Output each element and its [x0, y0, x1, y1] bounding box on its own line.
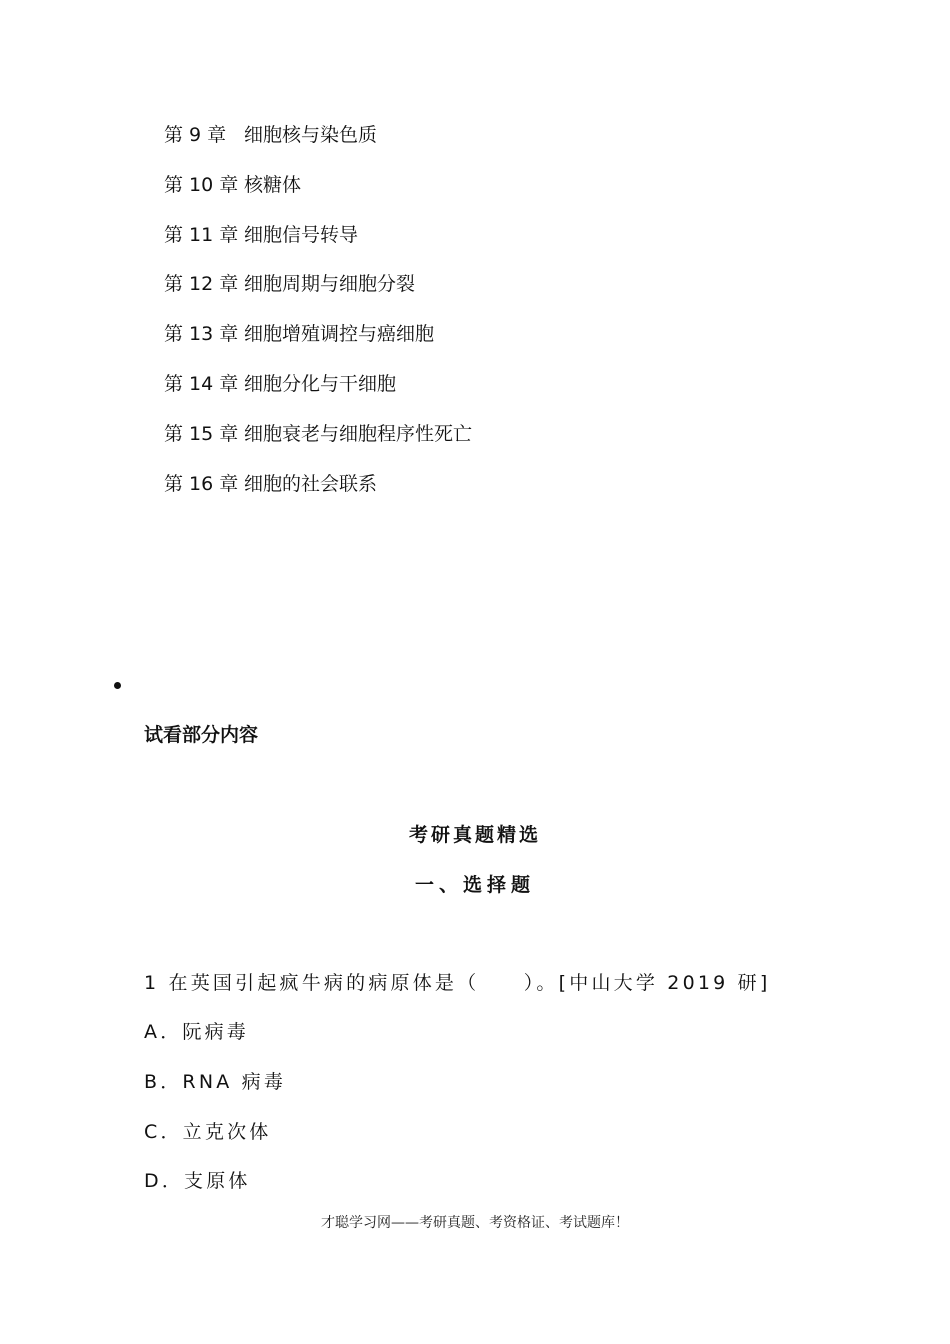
- section-title: 考研真题精选: [408, 824, 541, 846]
- answer-options: [144, 1018, 286, 1217]
- section-subtitle: 一、选择题: [414, 874, 535, 896]
- answer-option: C．立克次体: [144, 1120, 272, 1143]
- toc-item[interactable]: [164, 120, 472, 170]
- chapter-title: 细胞增殖调控与癌细胞: [244, 323, 435, 346]
- chapter-title: 核糖体: [244, 173, 302, 196]
- chapter-number: 第 12 章: [164, 273, 239, 296]
- chapter-title: 细胞信号转导: [244, 223, 359, 246]
- toc-item[interactable]: [164, 369, 472, 419]
- toc-item[interactable]: [164, 419, 472, 469]
- table-of-contents: [164, 120, 472, 518]
- page-footer: 才聪学习网——考研真题、考资格证、考试题库！: [321, 1215, 629, 1231]
- chapter-number: 第 16 章: [164, 472, 239, 495]
- chapter-title: 细胞核与染色质: [244, 124, 378, 146]
- toc-item[interactable]: [164, 319, 472, 369]
- preview-heading: 试看部分内容: [144, 724, 259, 746]
- toc-item[interactable]: [164, 269, 472, 319]
- toc-item[interactable]: [164, 170, 472, 220]
- chapter-title: 细胞分化与干细胞: [244, 372, 397, 395]
- answer-option: D．支原体: [144, 1170, 251, 1193]
- bullet-icon: [114, 682, 121, 689]
- chapter-number: 第 15 章: [164, 422, 239, 445]
- toc-item[interactable]: [164, 469, 472, 519]
- question-text: 1 在英国引起疯牛病的病原体是（ ）。[中山大学 2019 研]: [144, 972, 771, 994]
- answer-option: B．RNA 病毒: [144, 1070, 287, 1093]
- chapter-title: 细胞衰老与细胞程序性死亡: [244, 422, 473, 445]
- chapter-title: 细胞的社会联系: [244, 472, 378, 495]
- chapter-number: 第 10 章: [164, 173, 239, 196]
- chapter-number: 第 13 章: [164, 323, 239, 346]
- answer-option: A．阮病毒: [144, 1021, 249, 1043]
- chapter-number: 第 11 章: [164, 223, 239, 246]
- toc-item[interactable]: [164, 220, 472, 270]
- chapter-number: 第 14 章: [164, 372, 239, 395]
- chapter-number: 第 9 章: [164, 124, 227, 146]
- chapter-title: 细胞周期与细胞分裂: [244, 273, 416, 296]
